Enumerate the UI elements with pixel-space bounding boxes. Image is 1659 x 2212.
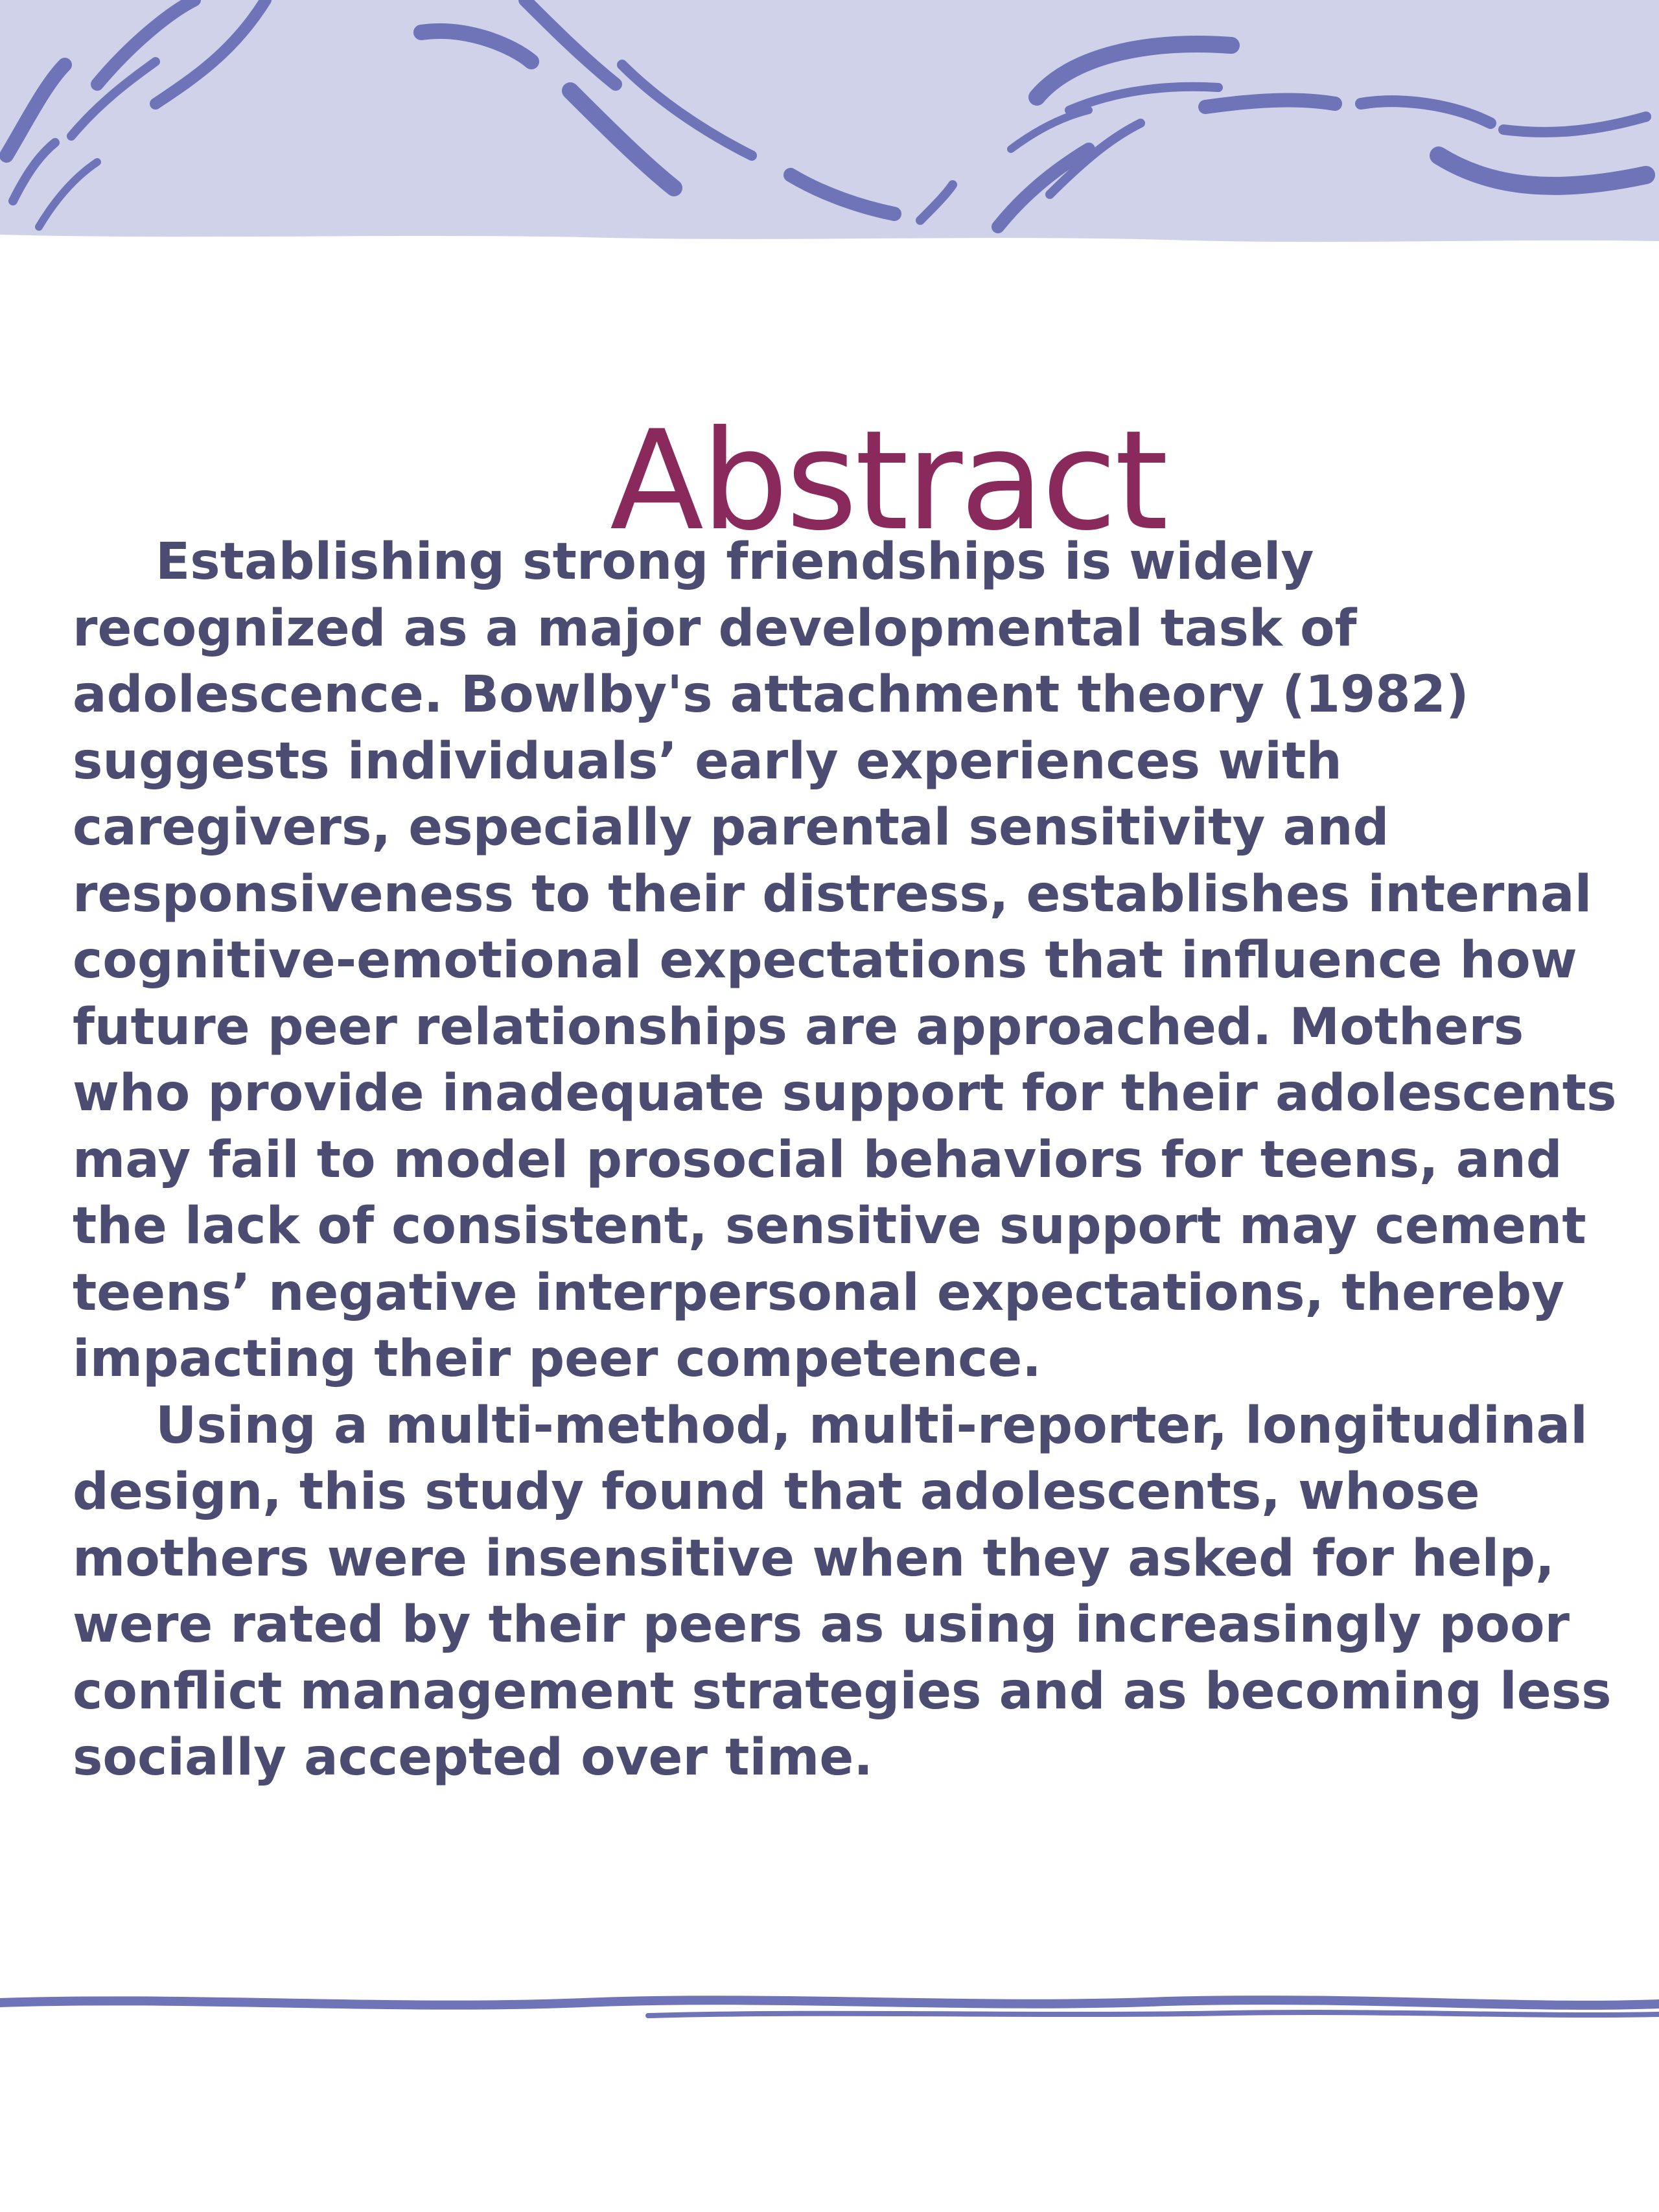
text-line: teens’ negative interpersonal expectations, thereby [73, 1263, 1565, 1322]
text-line: may fail to model prosocial behaviors for teens, and [73, 1130, 1562, 1189]
text-line: future peer relationships are approached. Mothers [73, 997, 1524, 1056]
abstract-paragraph-1 [73, 529, 1641, 1393]
text-line: responsiveness to their distress, establishes internal [73, 865, 1592, 924]
text-line: cognitive-emotional expectations that influence how [73, 931, 1577, 990]
text-line: who provide inadequate support for their adolescents [73, 1064, 1617, 1123]
text-line: socially accepted over time. [73, 1729, 873, 1787]
text-line: caregivers, especially parental sensitivity and [73, 798, 1389, 857]
decorative-header-banner [0, 0, 1659, 246]
text-line: the lack of consistent, sensitive support may cement [73, 1197, 1586, 1255]
decorative-footer-line [0, 1970, 1659, 2048]
text-line: were rated by their peers as using increasingly poor [73, 1596, 1570, 1654]
text-line: Using a multi-method, multi-reporter, longitudinal [156, 1396, 1588, 1455]
page-title: Abstract [610, 401, 1166, 561]
text-line: adolescence. Bowlby's attachment theory (1982) [73, 666, 1469, 724]
text-line: design, this study found that adolescents, whose [73, 1463, 1480, 1521]
abstract-paragraph-2 [73, 1393, 1641, 1791]
text-line: recognized as a major developmental task of [73, 599, 1357, 658]
text-line: suggests individuals’ early experiences with [73, 732, 1342, 791]
text-line: Establishing strong friendships is widely [156, 533, 1314, 591]
text-line: conflict management strategies and as becoming less [73, 1662, 1612, 1721]
text-line: mothers were insensitive when they asked for help, [73, 1529, 1555, 1588]
abstract-body [73, 529, 1641, 1791]
text-line: impacting their peer competence. [73, 1330, 1041, 1388]
